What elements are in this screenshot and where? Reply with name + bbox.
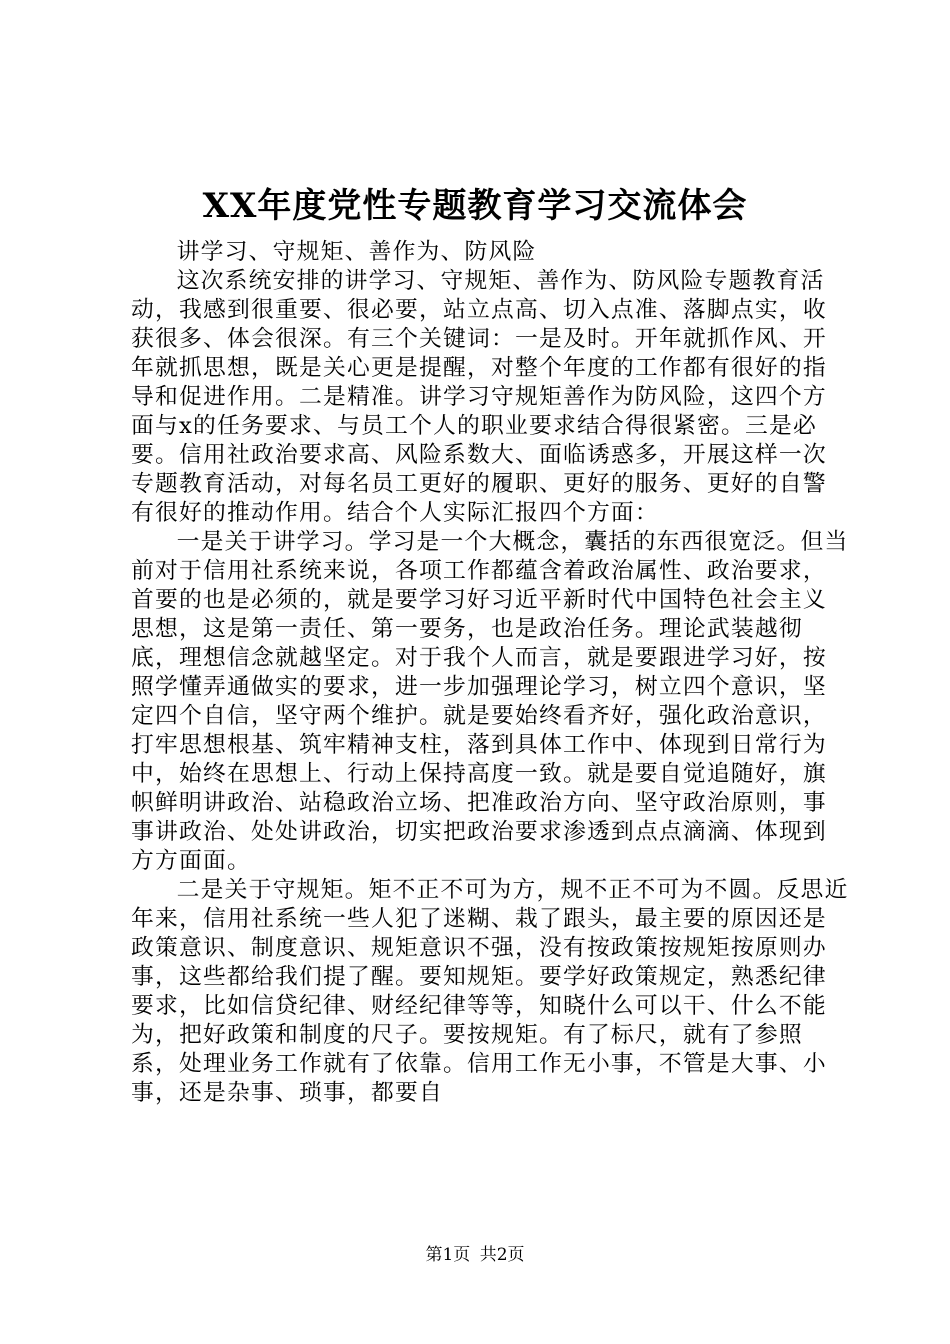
body-paragraph: 二是关于守规矩。矩不正不可为方，规不正不可为不圆。反思近年来，信用社系统一些人犯了迷糊、栽了跟头，最主要的原因还是政策意识、制度意识、规矩意识不强，没有按政策按规矩按原则办事，这些都给我们提了醒。要知规矩。要学好政策规定，熟悉纪律要求，比如信贷纪律、财经纪律等等，知晓什么可以干、什么不能为，把好政策和制度的尺子。要按规矩。有了标尺，就有了参照系，处理业务工作就有了依靠。信用工作无小事，不管是大事、小事，还是杂事、琐事，都要自 [131,877,849,1106]
document-title: XX年度党性专题教育学习交流体会 [202,186,748,226]
subtitle-paragraph: 讲学习、守规矩、善作为、防风险 [176,239,537,265]
document-body [131,238,849,1108]
body-paragraph: 一是关于讲学习。学习是一个大概念，囊括的东西很宽泛。但当前对于信用社系统来说，各项工作都蕴含着政治属性、政治要求，首要的也是必须的，就是要学习好习近平新时代中国特色社会主义思想，这是第一责任、第一要务，也是政治任务。理论武装越彻底，理想信念就越坚定。对于我个人而言，就是要跟进学习好，按照学懂弄通做实的要求，进一步加强理论学习，树立四个意识，坚定四个自信，坚守两个维护。就是要始终看齐好，强化政治意识，打牢思想根基、筑牢精神支柱，落到具体工作中、体现到日常行为中，始终在思想上、行动上保持高度一致。就是要自觉追随好，旗帜鲜明讲政治、站稳政治立场、把准政治方向、坚守政治原则，事事讲政治、处处讲政治，切实把政治要求渗透到点点滴滴、体现到方方面面。 [131,529,849,874]
page-number: 第1页 [425,1245,471,1265]
page-total: 共2页 [479,1245,525,1265]
body-paragraph: 这次系统安排的讲学习、守规矩、善作为、防风险专题教育活动，我感到很重要、很必要，站立点高、切入点准、落脚点实，收获很多、体会很深。有三个关键词：一是及时。开年就抓作风、开年就抓思想，既是关心更是提醒，对整个年度的工作都有很好的指导和促进作用。二是精准。讲学习守规矩善作为防风险，这四个方面与x的任务要求、与员工个人的职业要求结合得很紧密。三是必要。信用社政治要求高、风险系数大、面临诱惑多，开展这样一次专题教育活动，对每名员工更好的履职、更好的服务、更好的自警有很好的推动作用。结合个人实际汇报四个方面： [131,268,827,526]
page-footer [0,1243,950,1267]
